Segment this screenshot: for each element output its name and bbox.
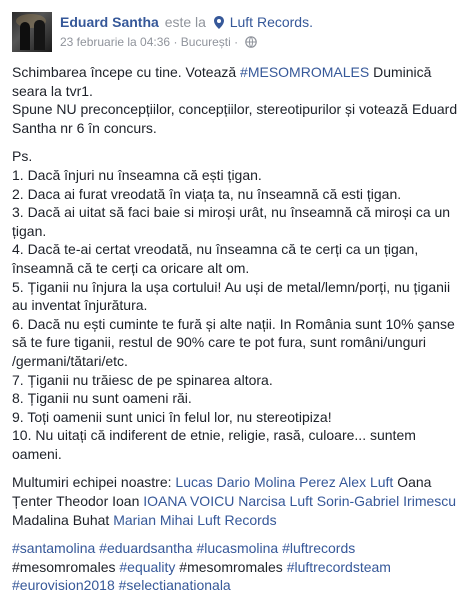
list-item: 7. Țiganii nu trăiesc de pe spinarea altora. [12, 371, 273, 388]
post-timestamp[interactable]: 23 februarie la 04:36 [60, 35, 171, 49]
post-body [12, 63, 467, 605]
tagged-person-link[interactable]: Sorin-Gabriel Irimescu [316, 493, 457, 510]
author-line [60, 14, 313, 32]
meta-separator: · [234, 35, 239, 49]
hashtag-link[interactable]: #luftrecordsteam [286, 558, 391, 575]
tagged-person-link[interactable]: Alex Luft [338, 474, 394, 491]
thanks-paragraph [12, 473, 467, 529]
intro-text: Spune NU preconcepțiilor, concepțiilor, stereotipurilor și votează Eduard Santha nr 6 în concurs. [12, 101, 458, 136]
list-item: 6. Dacă nu ești cuminte te fură și alte nații. In România sunt 10% șanse să te fure tiganii, restul de 90% care te pot fura, sunt români/unguri /germani/tătari/etc. [12, 315, 455, 369]
hashtags-paragraph [12, 539, 467, 595]
ps-title: Ps. [12, 148, 33, 165]
hashtag-plain: #mesomromales [12, 558, 120, 575]
thanks-text: Oana Țenter Theodor Ioan [12, 474, 432, 510]
map-pin-icon [214, 16, 224, 32]
intro-paragraph [12, 63, 467, 137]
tagged-person-link[interactable]: IOANA VOICU [143, 493, 235, 510]
hashtag-link[interactable]: #luftrecords [282, 540, 356, 557]
hashtag-link[interactable]: #selectianationala [118, 577, 231, 594]
ps-paragraph [12, 147, 467, 463]
hashtag-link[interactable]: #santamolina [12, 540, 96, 557]
author-name-link[interactable]: Eduard Santha [60, 14, 159, 30]
thanks-prefix: Multumiri echipei noastre: [12, 474, 176, 491]
tagged-person-link[interactable]: Lucas Dario Molina Perez [175, 474, 336, 491]
hashtag-link[interactable]: #eurovision2018 [12, 577, 115, 594]
tagged-page-link[interactable]: Luft Records [197, 511, 277, 528]
hashtag-plain: #mesomromales [175, 558, 287, 575]
intro-text: Duminică seara la tvr1. [12, 64, 432, 99]
author-avatar[interactable] [12, 12, 52, 52]
list-item: 10. Nu uitați că indiferent de etnie, religie, rasă, culoare... suntem oameni. [12, 427, 416, 462]
location-connector: este la [164, 14, 206, 30]
post-city[interactable]: București [180, 35, 231, 49]
intro-text: Schimbarea începe cu tine. Votează [12, 64, 241, 80]
list-item: 9. Toți oamenii sunt unici în felul lor, nu stereotipiza! [12, 408, 332, 425]
hashtag-line [12, 576, 467, 595]
location-link[interactable]: Luft Records. [229, 14, 313, 30]
hashtag-link[interactable]: #lucasmolina [196, 540, 279, 557]
post-header [12, 12, 467, 54]
hashtag-link[interactable]: #MESOMROMALES [240, 64, 370, 80]
tagged-person-link[interactable]: Marian Mihai [113, 511, 194, 528]
hashtag-link[interactable]: #equality [119, 558, 176, 575]
hashtag-line [12, 539, 467, 558]
list-item: 3. Dacă ai uitat să faci baie si miroși urât, nu înseamnă că miroși ca un țigan. [12, 204, 451, 239]
thanks-text: Madalina Buhat [12, 511, 114, 528]
tagged-person-link[interactable]: Narcisa Luft [238, 493, 313, 510]
hashtag-line [12, 558, 467, 577]
post-meta [60, 35, 257, 51]
hashtag-link[interactable]: #eduardsantha [99, 540, 193, 557]
meta-separator: · [173, 35, 178, 49]
list-item: 1. Dacă înjuri nu înseamna că ești țigan. [12, 166, 262, 183]
list-item: 4. Dacă te-ai certat vreodată, nu înseamna că te cerți ca un țigan, înseamnă că te cerți ca oricare alt om. [12, 241, 419, 276]
list-item: 8. Țiganii nu sunt oameni răi. [12, 390, 192, 407]
list-item: 2. Daca ai furat vreodată în viața ta, nu înseamnă că esti țigan. [12, 185, 402, 202]
list-item: 5. Țiganii nu înjura la ușa cortului! Au uși de metal/lemn/porți, nu țiganii au inventat înjurătura. [12, 278, 451, 314]
globe-icon[interactable] [245, 36, 257, 51]
